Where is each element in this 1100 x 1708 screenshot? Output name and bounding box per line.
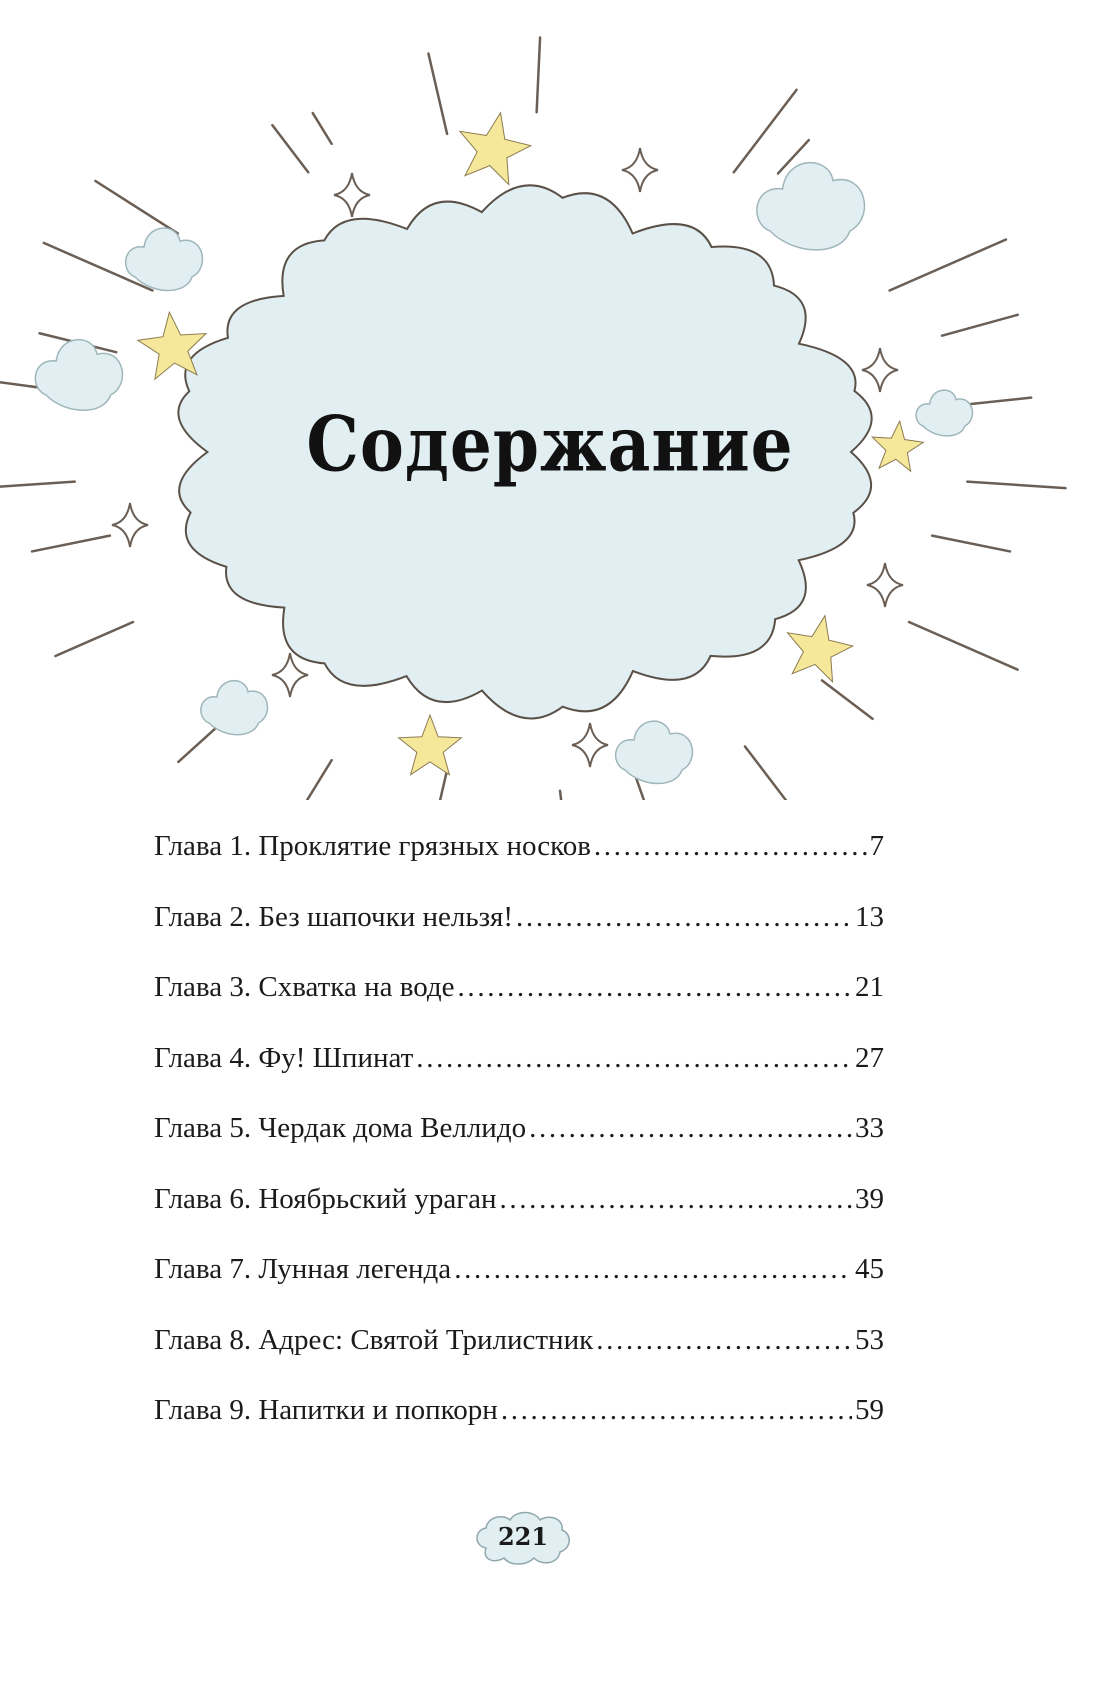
dot-leader	[594, 830, 867, 863]
star-icon	[460, 113, 531, 185]
ray	[272, 125, 308, 172]
sparkle-icon	[867, 563, 903, 607]
sparkle-icon	[112, 503, 148, 547]
ray	[932, 536, 1010, 552]
toc-entry-label: Глава 1. Проклятие грязных носков	[154, 830, 591, 862]
toc-entry[interactable]	[154, 1183, 884, 1254]
toc-entry-page: 53	[855, 1323, 884, 1356]
dot-leader	[516, 901, 852, 934]
small-cloud-icon	[757, 163, 865, 250]
small-cloud-icon	[616, 721, 693, 783]
ray	[745, 746, 799, 800]
toc-entry-page: 39	[855, 1182, 884, 1215]
toc-entry-label: Глава 3. Схватка на воде	[154, 971, 455, 1003]
ray	[560, 791, 566, 800]
dot-leader	[454, 1253, 852, 1286]
toc-entry-label: Глава 2. Без шапочки нельзя!	[154, 900, 514, 933]
toc-entry-label: Глава 4. Фу! Шпинат	[154, 1041, 414, 1074]
toc-entry-label: Глава 8. Адрес: Святой Трилистник	[154, 1323, 594, 1356]
dot-leader	[416, 1042, 852, 1075]
toc-entry[interactable]	[154, 1394, 884, 1465]
ray	[890, 240, 1006, 291]
sparkle-icon	[862, 348, 898, 392]
toc-entry-page: 13	[855, 900, 884, 933]
toc-entry-page: 27	[855, 1041, 884, 1074]
star-icon	[788, 616, 853, 682]
ray	[95, 181, 177, 233]
toc-entry[interactable]	[154, 830, 884, 901]
toc-entry-page: 7	[869, 830, 884, 862]
ray	[909, 622, 1018, 670]
table-of-contents	[154, 830, 884, 1465]
sparkle-icon	[572, 723, 608, 767]
toc-entry-label: Глава 5. Чердак дома Веллидо	[154, 1112, 527, 1144]
small-cloud-icon	[201, 681, 268, 735]
dot-leader	[529, 1112, 852, 1145]
ray	[433, 770, 447, 800]
toc-entry[interactable]	[154, 901, 884, 972]
sparkle-icon	[272, 653, 308, 697]
page-number: 221	[497, 1522, 549, 1551]
toc-entry[interactable]	[154, 971, 884, 1042]
dot-leader	[596, 1324, 852, 1357]
toc-entry-page: 59	[855, 1394, 884, 1426]
toc-entry[interactable]	[154, 1112, 884, 1183]
toc-entry-label: Глава 6. Ноябрьский ураган	[154, 1182, 497, 1215]
dot-leader	[501, 1394, 852, 1427]
toc-entry-label: Глава 7. Лунная легенда	[154, 1253, 452, 1285]
small-cloud-icon	[126, 228, 203, 290]
ray	[537, 37, 540, 112]
sparkle-icon	[622, 148, 658, 192]
toc-entry[interactable]	[154, 1324, 884, 1395]
ray	[32, 536, 110, 552]
ray	[734, 90, 797, 172]
dot-leader	[499, 1183, 852, 1216]
toc-entry-label: Глава 9. Напитки и попкорн	[154, 1394, 498, 1426]
ray	[942, 315, 1018, 336]
toc-entry[interactable]	[154, 1042, 884, 1113]
toc-entry-page: 21	[855, 971, 884, 1003]
dot-leader	[458, 971, 852, 1004]
ray	[313, 113, 332, 144]
ray	[290, 760, 332, 800]
toc-entry-page: 33	[855, 1112, 884, 1144]
ray	[55, 622, 133, 656]
page-title: Содержание	[306, 399, 794, 489]
sparkle-icon	[334, 173, 370, 217]
ray	[822, 680, 873, 718]
page-number-badge	[472, 1508, 574, 1568]
toc-entry-page: 45	[855, 1253, 884, 1285]
ray	[428, 54, 447, 134]
star-icon	[399, 715, 462, 775]
toc-entry[interactable]	[154, 1253, 884, 1324]
